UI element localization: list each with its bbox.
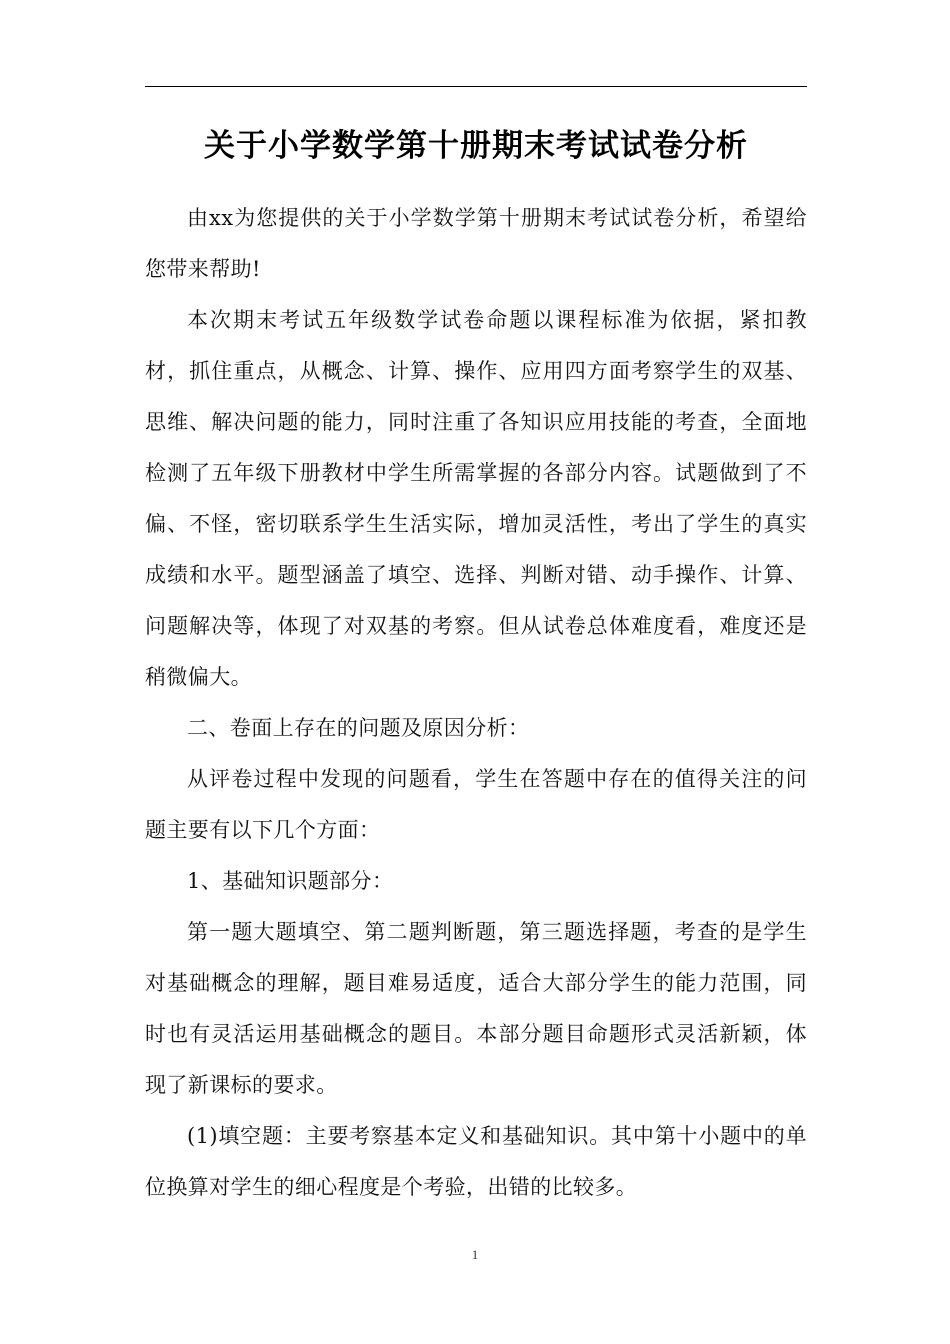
section-heading-problems: 二、卷面上存在的问题及原因分析：: [187, 716, 530, 740]
paragraph-overview: 本次期末考试五年级数学试卷命题以课程标准为依据，紧扣教材，抓住重点，从概念、计算、操作、应用四方面考察学生的双基、思维、解决问题的能力，同时注重了各知识应用技能的考查，全面地检测了五年级下册教材中学生所需掌握的各部分内容。试题做到了不偏、不怪，密切联系学生生活实际，增加灵活性，考出了学生的真实成绩和水平。题型涵盖了填空、选择、判断对错、动手操作、计算、问题解决等，体现了对双基的考察。但从试卷总体难度看，难度还是稍微偏大。: [145, 308, 807, 689]
page-number: 1: [471, 1247, 479, 1262]
header-rule: [145, 86, 807, 87]
paragraph-basics: 第一题大题填空、第二题判断题，第三题选择题，考查的是学生对基础概念的理解，题目难易适度，适合大部分学生的能力范围，同时也有灵活运用基础概念的题目。本部分题目命题形式灵活新颖，体现了新课标的要求。: [145, 920, 807, 1097]
subsection-heading-basics: 1、基础知识题部分：: [187, 869, 394, 893]
paragraph-fill-in: (1)填空题：主要考察基本定义和基础知识。其中第十小题中的单位换算对学生的细心程度是个考验，出错的比较多。: [145, 1124, 807, 1199]
paragraph-intro: 由xx为您提供的关于小学数学第十册期末考试试卷分析，希望给您带来帮助!: [145, 206, 807, 281]
document-title: 关于小学数学第十册期末考试试卷分析: [204, 128, 748, 164]
paragraph-problems-intro: 从评卷过程中发现的问题看，学生在答题中存在的值得关注的问题主要有以下几个方面：: [145, 767, 807, 842]
document-body: [145, 193, 807, 1213]
